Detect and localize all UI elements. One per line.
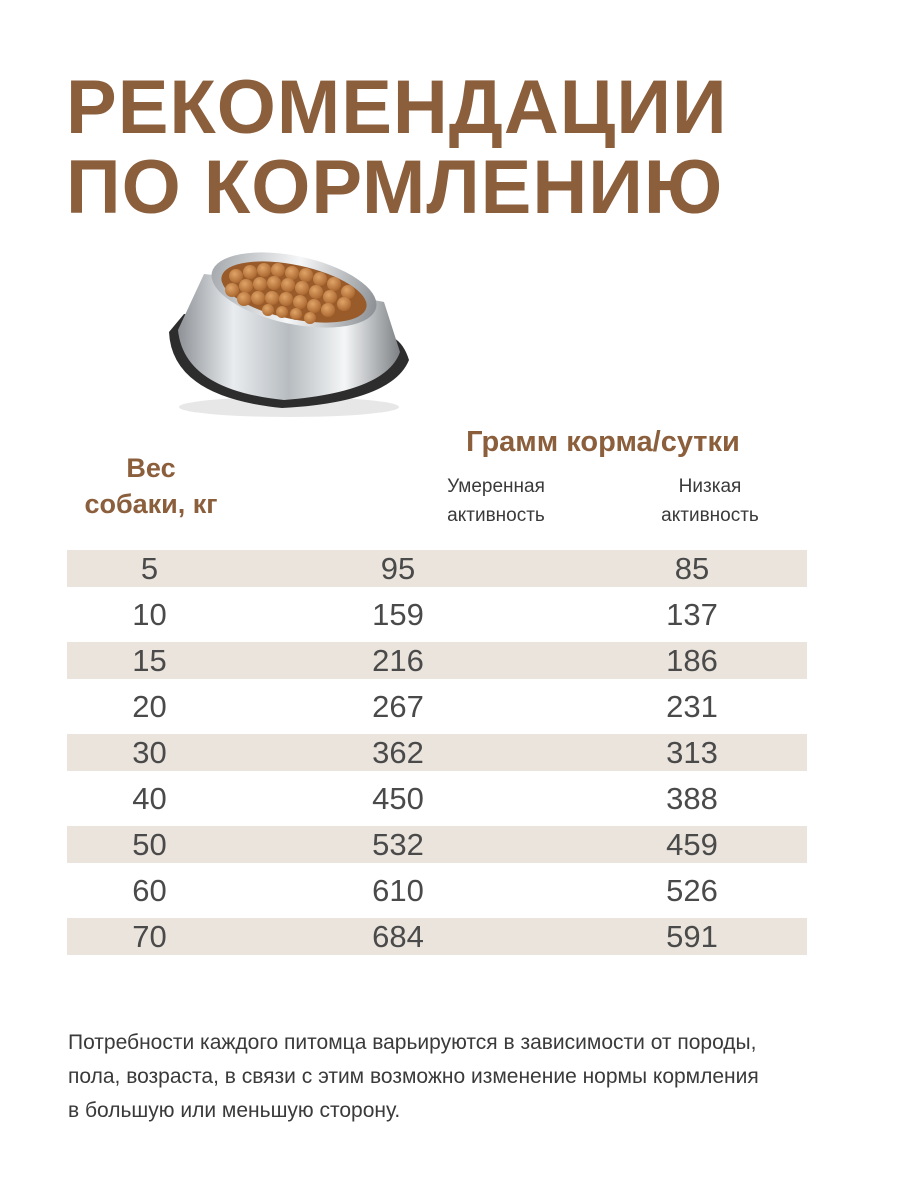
low-activity-cell: 137 [666, 597, 718, 632]
table-row [67, 780, 807, 817]
grams-per-day-header: Грамм корма/сутки [466, 426, 740, 458]
dog-food-bowl-image [164, 252, 414, 422]
low-activity-cell: 85 [674, 551, 710, 586]
table-row [67, 918, 807, 955]
page-title-line-2: ПО КОРМЛЕНИЮ [66, 145, 724, 230]
weight-cell: 60 [132, 873, 167, 908]
low-activity-cell: 591 [666, 919, 718, 954]
weight-cell: 50 [132, 827, 167, 862]
weight-cell: 5 [140, 551, 159, 586]
low-activity-cell: 313 [666, 735, 718, 770]
weight-header-line-2: собаки, кг [84, 489, 218, 519]
low-activity-header [620, 472, 800, 530]
moderate-activity-cell: 684 [372, 919, 424, 954]
table-row [67, 596, 807, 633]
low-activity-cell: 388 [666, 781, 718, 816]
moderate-activity-cell: 610 [372, 873, 424, 908]
weight-cell: 40 [132, 781, 167, 816]
page-title [66, 65, 728, 230]
weight-cell: 10 [132, 597, 167, 632]
moderate-activity-cell: 267 [372, 689, 424, 724]
weight-cell: 20 [132, 689, 167, 724]
low-activity-cell: 459 [666, 827, 718, 862]
weight-header-line-1: Вес [126, 453, 176, 483]
weight-column-header [66, 450, 236, 522]
table-row [67, 642, 807, 679]
moderate-activity-cell: 450 [372, 781, 424, 816]
moderate-header-line-1: Умеренная [447, 476, 545, 497]
moderate-activity-cell: 159 [372, 597, 424, 632]
weight-cell: 70 [132, 919, 167, 954]
footnote: Потребности каждого питомца варьируются в зависимости от породы, пола, возраста, в связи с этим возможно изменение нормы кормления в большую или меньшую сторону. [68, 1031, 759, 1122]
table-row [67, 550, 807, 587]
table-row [67, 826, 807, 863]
moderate-activity-cell: 362 [372, 735, 424, 770]
table-row [67, 872, 807, 909]
feeding-table [67, 550, 807, 964]
weight-cell: 30 [132, 735, 167, 770]
low-activity-cell: 526 [666, 873, 718, 908]
page-title-line-1: РЕКОМЕНДАЦИИ [66, 65, 728, 150]
weight-cell: 15 [132, 643, 167, 678]
table-row [67, 734, 807, 771]
moderate-activity-cell: 95 [380, 551, 416, 586]
moderate-header-line-2: активность [447, 505, 545, 526]
table-row [67, 688, 807, 725]
low-header-line-1: Низкая [678, 476, 742, 497]
moderate-activity-cell: 216 [372, 643, 424, 678]
low-activity-cell: 231 [666, 689, 718, 724]
low-activity-cell: 186 [666, 643, 718, 678]
low-header-line-2: активность [661, 505, 759, 526]
moderate-activity-header [406, 472, 586, 530]
moderate-activity-cell: 532 [372, 827, 424, 862]
